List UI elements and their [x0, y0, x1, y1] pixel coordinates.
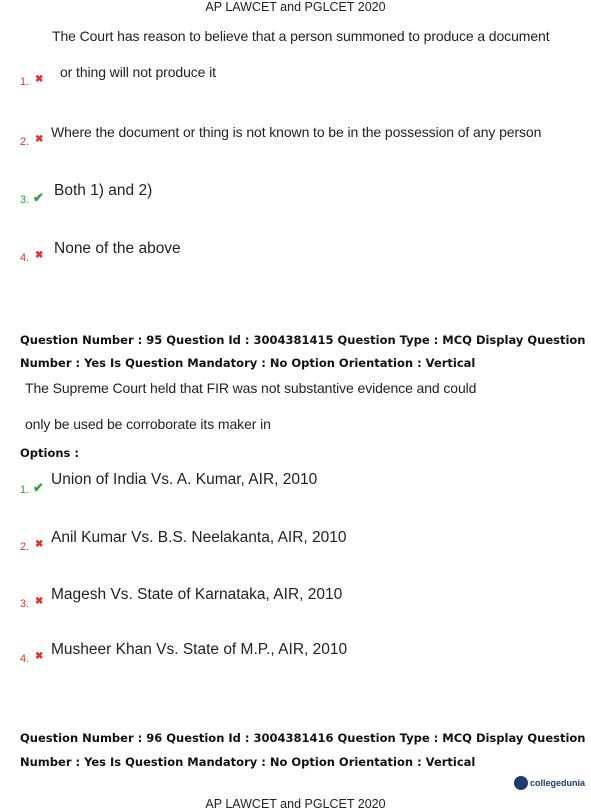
question-95-meta-line1: Question Number : 95 Question Id : 3004381415 Question Type : MCQ Display Question — [20, 333, 586, 347]
options-label: Options : — [20, 446, 79, 460]
question-95-text-line1: The Supreme Court held that FIR was not substantive evidence and could — [25, 380, 477, 396]
q95-option-4-text: Musheer Khan Vs. State of M.P., AIR, 2010 — [51, 641, 348, 658]
q95-option-2-text: Anil Kumar Vs. B.S. Neelakanta, AIR, 2010 — [51, 529, 347, 546]
option-1-number: 1. — [20, 76, 30, 88]
option-1-text-line2: or thing will not produce it — [60, 64, 216, 80]
correct-check-icon: ✔ — [33, 190, 44, 205]
wrong-icon: ✖ — [35, 74, 44, 85]
q95-option-1-number: 1. — [20, 484, 30, 496]
wrong-icon: ✖ — [35, 596, 44, 607]
correct-check-icon: ✔ — [33, 480, 44, 495]
question-95-meta-line2: Number : Yes Is Question Mandatory : No Option Orientation : Vertical — [20, 356, 476, 370]
option-1-text-line1: The Court has reason to believe that a person summoned to produce a document — [52, 28, 550, 44]
option-3-number: 3. — [20, 194, 30, 206]
page-footer: AP LAWCET and PGLCET 2020 — [205, 797, 386, 811]
q95-option-2-number: 2. — [20, 541, 30, 553]
q95-option-3-number: 3. — [20, 598, 30, 610]
option-4-number: 4. — [20, 252, 30, 264]
q95-option-1-text: Union of India Vs. A. Kumar, AIR, 2010 — [51, 471, 318, 488]
question-95-text-line2: only be used be corroborate its maker in — [25, 416, 271, 432]
question-96-meta-line1: Question Number : 96 Question Id : 3004381416 Question Type : MCQ Display Question — [20, 731, 586, 745]
wrong-icon: ✖ — [35, 651, 44, 662]
graduate-cap-icon — [514, 776, 528, 790]
logo-text: collegedunia — [529, 778, 585, 788]
q95-option-3-text: Magesh Vs. State of Karnataka, AIR, 2010 — [51, 586, 343, 603]
option-2-text: Where the document or thing is not known to be in the possession of any person — [51, 124, 542, 140]
wrong-icon: ✖ — [35, 250, 44, 261]
option-2-number: 2. — [20, 136, 30, 148]
page-header: AP LAWCET and PGLCET 2020 — [205, 0, 386, 14]
option-3-text: Both 1) and 2) — [54, 182, 153, 199]
collegedunia-logo — [514, 776, 585, 790]
wrong-icon: ✖ — [35, 134, 44, 145]
question-96-meta-line2: Number : Yes Is Question Mandatory : No Option Orientation : Vertical — [20, 755, 476, 769]
q95-option-4-number: 4. — [20, 653, 30, 665]
option-4-text: None of the above — [54, 240, 181, 257]
wrong-icon: ✖ — [35, 539, 44, 550]
